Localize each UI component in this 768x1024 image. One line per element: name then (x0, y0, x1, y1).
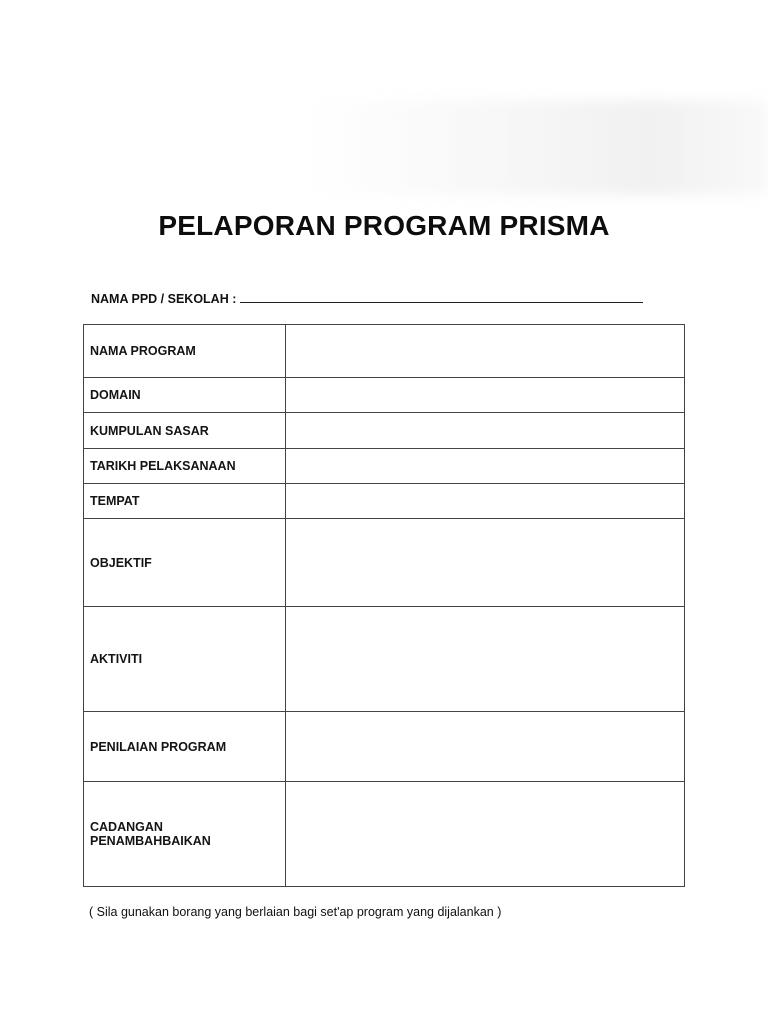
table-row (84, 484, 685, 519)
row-value-tempat (286, 484, 685, 519)
scan-smudge (300, 100, 768, 195)
table-row (84, 519, 685, 607)
row-label-objektif: OBJEKTIF (84, 519, 286, 607)
school-field (91, 290, 643, 306)
row-value-objektif (286, 519, 685, 607)
row-value-cadangan-penambahbaikan (286, 782, 685, 887)
page-title: PELAPORAN PROGRAM PRISMA (158, 210, 610, 241)
row-label-kumpulan-sasar: KUMPULAN SASAR (84, 413, 286, 449)
row-value-tarikh-pelaksanaan (286, 449, 685, 484)
school-field-blank-line (240, 290, 643, 303)
row-label-nama-program: NAMA PROGRAM (84, 325, 286, 378)
row-label-tarikh-pelaksanaan: TARIKH PELAKSANAAN (84, 449, 286, 484)
row-value-penilaian-program (286, 712, 685, 782)
row-value-aktiviti (286, 607, 685, 712)
row-value-kumpulan-sasar (286, 413, 685, 449)
row-label-tempat: TEMPAT (84, 484, 286, 519)
table-row (84, 782, 685, 887)
table-row (84, 607, 685, 712)
table-row (84, 712, 685, 782)
table-row (84, 378, 685, 413)
table-row (84, 449, 685, 484)
row-label-penilaian-program: PENILAIAN PROGRAM (84, 712, 286, 782)
table-row (84, 413, 685, 449)
row-label-aktiviti: AKTIVITI (84, 607, 286, 712)
row-value-nama-program (286, 325, 685, 378)
school-field-label: NAMA PPD / SEKOLAH : (91, 292, 237, 306)
table-row (84, 325, 685, 378)
row-value-domain (286, 378, 685, 413)
program-report-table (83, 324, 685, 887)
row-label-domain: DOMAIN (84, 378, 286, 413)
row-label-cadangan-penambahbaikan: CADANGAN PENAMBAHBAIKAN (84, 782, 286, 887)
footnote-instruction: ( Sila gunakan borang yang berlaian bagi set'ap program yang dijalankan ) (89, 905, 502, 919)
